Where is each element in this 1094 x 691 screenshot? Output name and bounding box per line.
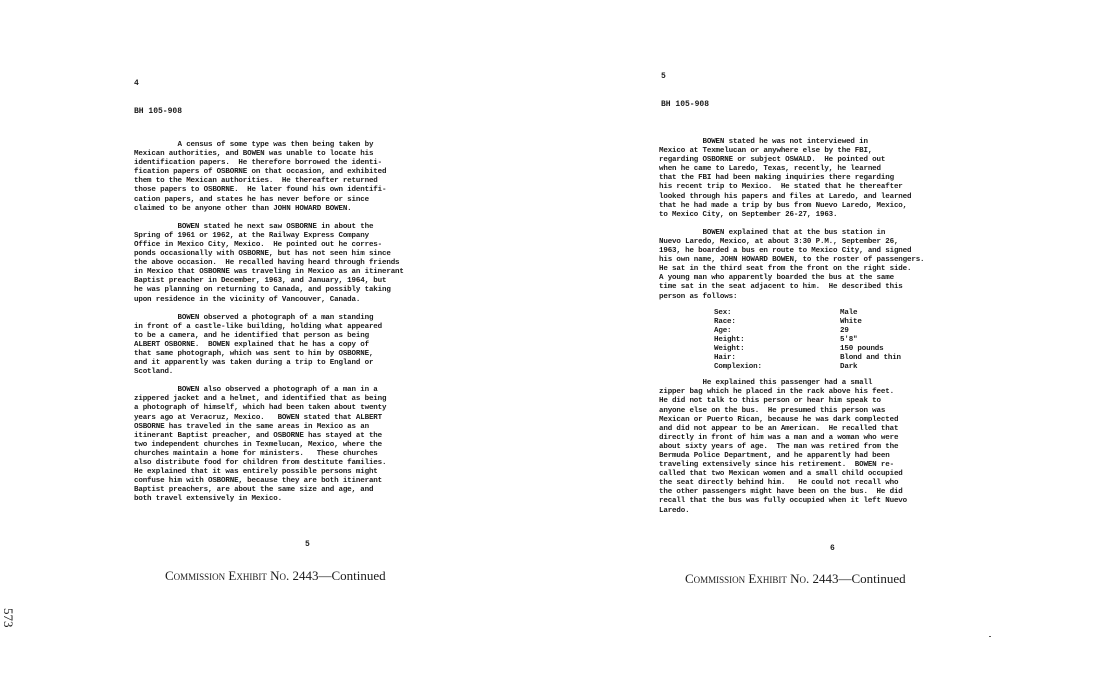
document-body — [134, 141, 404, 504]
paragraph: BOWEN observed a photograph of a man standing in front of a castle-like building, holding what appeared to be a camera, and he identified that person as being ALBERT OSBORNE. BOWEN explained that he has a copy of that same photograph, which was sent to him by OSBORNE, and it apparently was taken during a trip to England or Scotland. — [134, 313, 382, 377]
right-document-page — [547, 0, 1094, 691]
description-label: Weight: — [714, 344, 745, 353]
description-value: 150 pounds — [840, 344, 884, 353]
description-row — [659, 354, 901, 363]
paragraph: BOWEN stated he was not interviewed in Mexico at Texmelucan or anywhere else by the FBI, regarding OSBORNE or subject OSWALD. He pointed out when he came to Laredo, Texas, recently, he learned that the FBI had been making inquiries there regarding his recent trip to Mexico. He stated that he thereafter looked through his papers and files at Laredo, and learned that he had made a trip by bus from Nuevo Laredo, Mexico, to Mexico City, on September 26-27, 1963. — [659, 138, 912, 219]
person-description-table — [659, 309, 901, 373]
file-number: BH 105-908 — [661, 100, 710, 109]
description-label: Sex: — [714, 308, 732, 317]
file-number: BH 105-908 — [134, 107, 183, 116]
description-label: Complexion: — [714, 363, 762, 372]
caption-number: 2443 — [812, 571, 839, 586]
side-page-number: 573 — [1, 608, 16, 628]
page-bottom-number: 6 — [830, 544, 835, 553]
paragraph: A census of some type was then being taken by Mexican authorities, and BOWEN was unable to locate his identification papers. He therefore borrowed the identi- fication papers of OSBORNE on that occasion, and exhibited them to the Mexican authorities. He thereafter returned those papers to OSBORNE. He later found his own identifi- cation papers, and states he has never before or since claimed to be anyone other than JOHN HOWARD BOWEN. — [134, 141, 387, 213]
paragraph: BOWEN explained that at the bus station in Nuevo Laredo, Mexico, at about 3:30 P.M., September 26, 1963, he boarded a bus en route to Mexico City, and signed his own name, JOHN HOWARD BOWEN, to the roster of passengers. He sat in the third seat from the front on the right side. A young man who apparently boarded the bus at the same time sat in the seat adjacent to him. He described this person as follows: — [659, 228, 925, 301]
description-label: Height: — [714, 335, 745, 344]
description-row — [659, 336, 901, 345]
description-value: 29 — [840, 326, 849, 335]
description-label: Hair: — [714, 354, 736, 363]
description-row — [659, 309, 901, 318]
paragraph: BOWEN stated he next saw OSBORNE in about the Spring of 1961 or 1962, at the Railway Express Company Office in Mexico City, Mexico. He pointed out he corres- ponds occasionally with OSBORNE, but has not seen him since the above occasion. He recalled having heard through friends in Mexico that OSBORNE was traveling in Mexico as an itinerant Baptist preacher in December, 1963, and January, 1964, but he was planning on returning to Canada, and possibly taking upon residence in the vicinity of Vancouver, Canada. — [134, 222, 404, 304]
description-value: Blond and thin — [840, 354, 901, 363]
scan-speck — [989, 636, 991, 637]
paragraph: BOWEN also observed a photograph of a man in a zippered jacket and a helmet, and identified that as being a photograph of himself, which had been taken about twenty years ago at Veracruz, Mexico. BOWEN stated that ALBERT OSBORNE has traveled in the same areas in Mexico as an itinerant Baptist preacher, and OSBORNE has stayed at the two independent churches in Texmelucan, Mexico, where the churches maintain a home for ministers. These churches also distribute food for children from destitute families. He explained that it was entirely possible persons might confuse him with OSBORNE, because they are both itinerant Baptist preachers, are about the same size and age, and both travel extensively in Mexico. — [134, 386, 387, 504]
caption-suffix: —Continued — [838, 571, 906, 586]
page-bottom-number: 5 — [305, 540, 310, 549]
description-row — [659, 363, 901, 372]
paragraph: He explained this passenger had a small zipper bag which he placed in the rack above his feet. He did not talk to this person or hear him speak to anyone else on the bus. He presumed this person was Mexican or Puerto Rican, because he was dark complected and did not appear to be an American. He recalled that directly in front of him was a man and a woman who were about sixty years of age. The man was retired from the Bermuda Police Department, and he apparently had been traveling extensively since his retirement. BOWEN re- called that two Mexican women and a small child occupied the seat directly behind him. He could not recall who the other passengers might have been on the bus. He did recall that the bus was fully occupied when it left Nuevo Laredo. — [659, 379, 907, 515]
description-value: Dark — [840, 363, 858, 372]
description-value: 5'8" — [840, 335, 858, 344]
caption-suffix: —Continued — [318, 568, 386, 583]
description-row — [659, 327, 901, 336]
description-row — [659, 345, 901, 354]
caption-prefix: Commission Exhibit No. — [165, 568, 290, 583]
page-top-number: 4 — [134, 79, 139, 88]
document-body — [659, 138, 924, 516]
caption-prefix: Commission Exhibit No. — [685, 571, 810, 586]
exhibit-caption — [685, 571, 906, 587]
description-label: Race: — [714, 317, 736, 326]
exhibit-caption — [165, 568, 386, 584]
description-value: Male — [840, 308, 858, 317]
description-value: White — [840, 317, 862, 326]
description-row — [659, 318, 901, 327]
description-label: Age: — [714, 326, 732, 335]
caption-number: 2443 — [292, 568, 319, 583]
page-top-number: 5 — [661, 72, 666, 81]
